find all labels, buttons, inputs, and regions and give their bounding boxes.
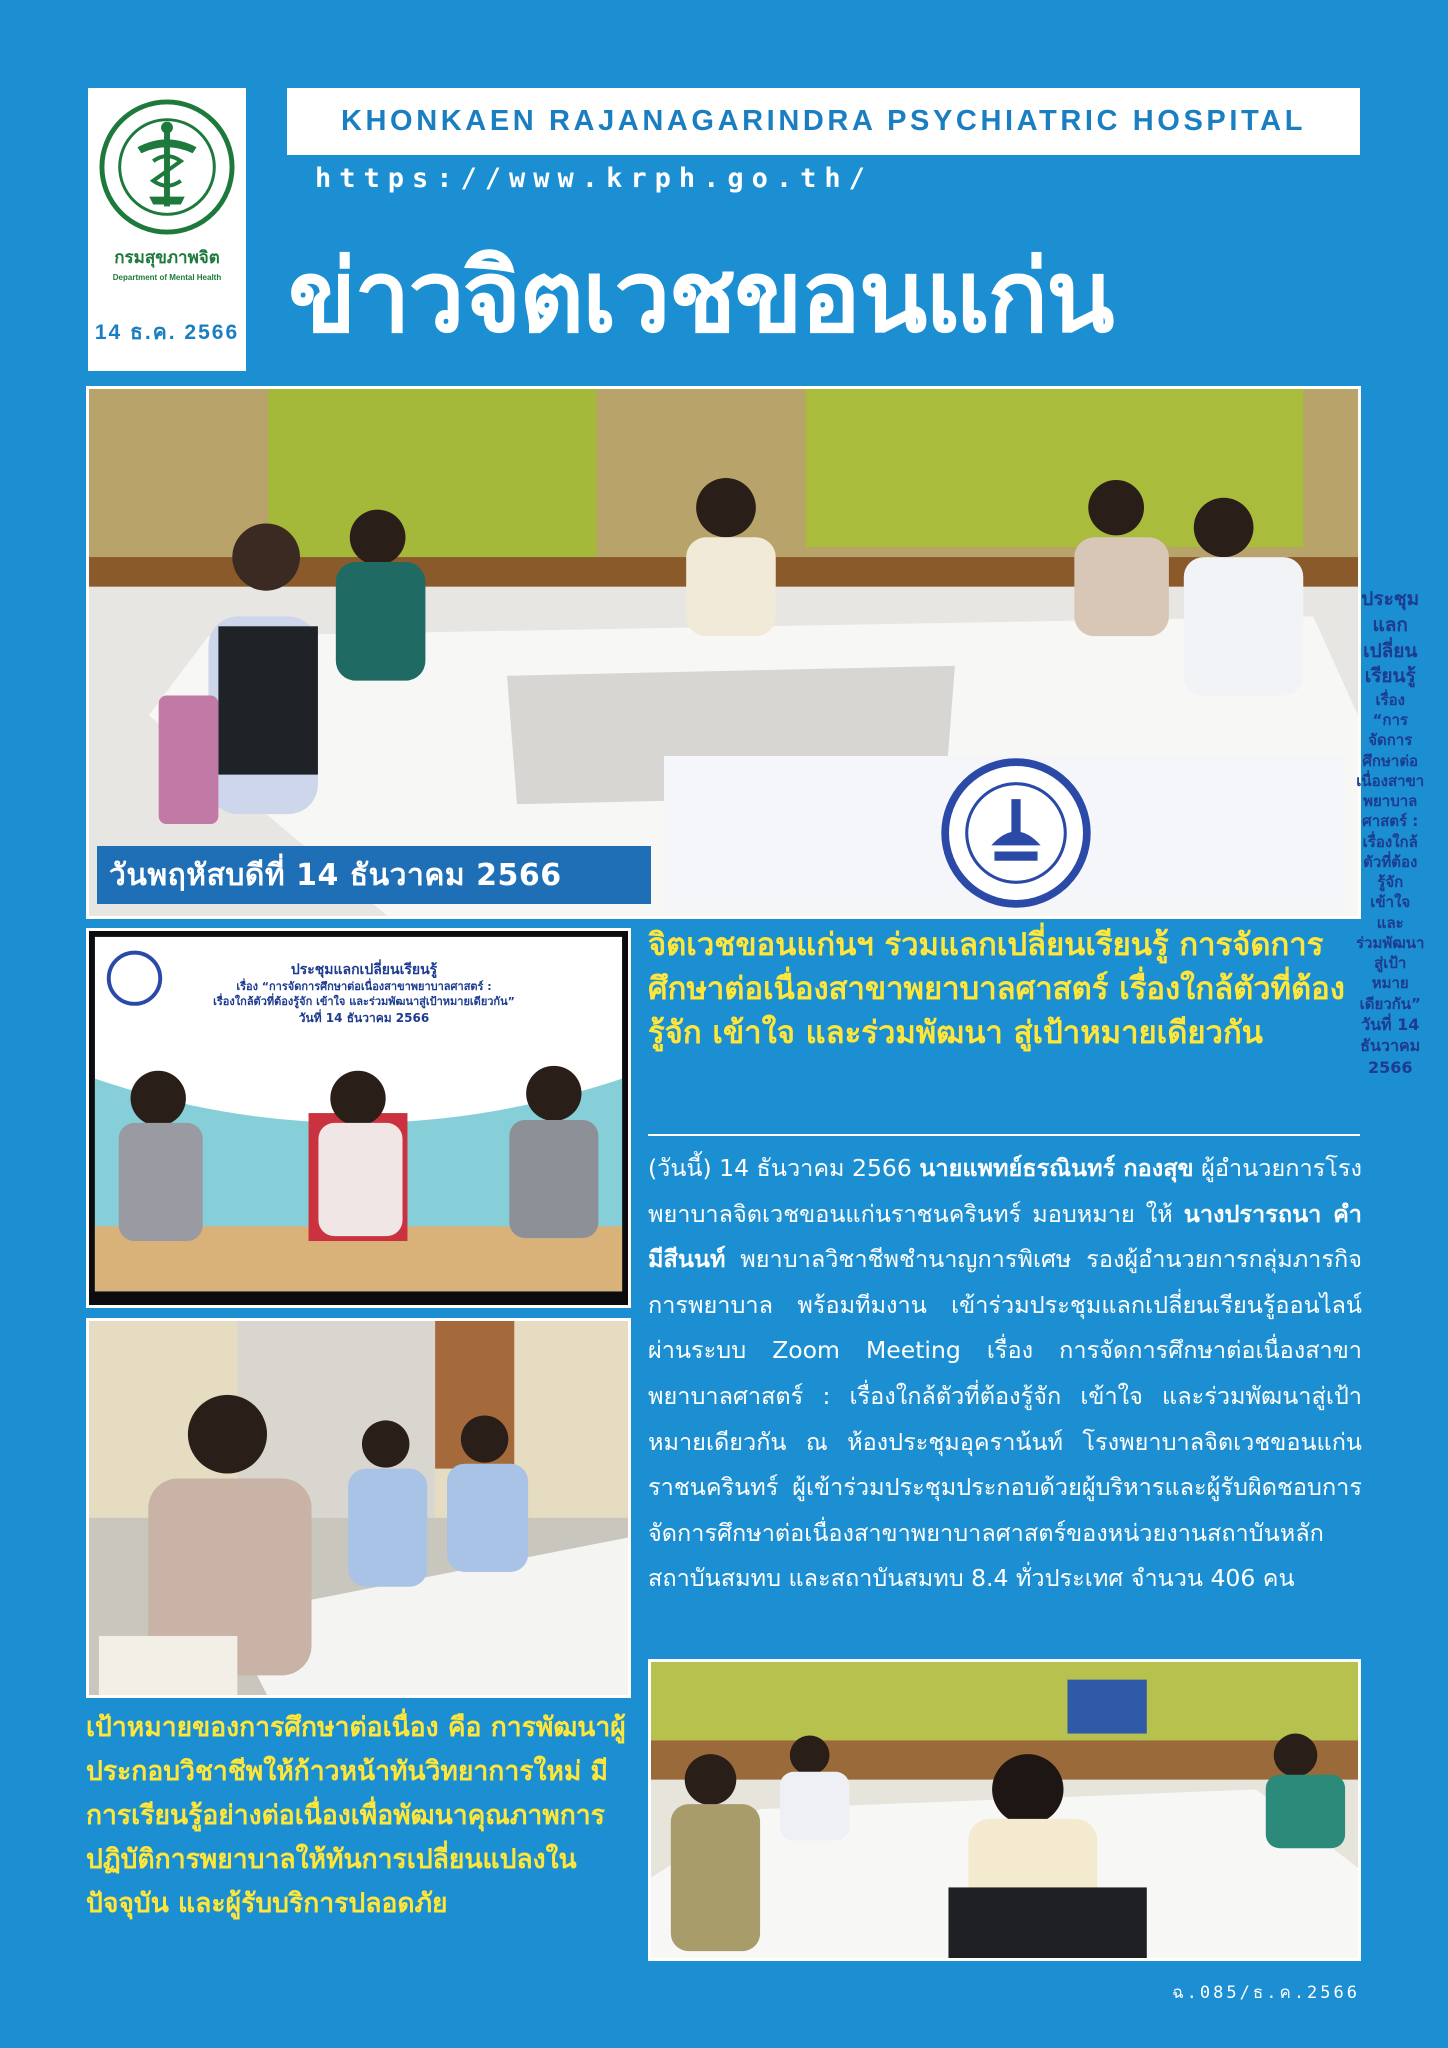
website-url[interactable]: https://www.krph.go.th/ — [315, 163, 873, 194]
participants-photo — [86, 1318, 631, 1698]
hospital-name: KHONKAEN RAJANAGARINDRA PSYCHIATRIC HOSPITAL — [340, 105, 1307, 137]
article-body — [648, 1146, 1362, 1602]
conference-room-illustration — [651, 1662, 1358, 1958]
headline-divider — [648, 1134, 1360, 1136]
department-name-th: กรมสุขภาพจิต — [114, 248, 220, 268]
ministry-logo-panel — [88, 88, 246, 371]
department-name-en: Department of Mental Health — [112, 273, 222, 282]
zoom-slide-text — [149, 961, 579, 1026]
director-name: นายแพทย์ธรณินทร์ กองสุข — [919, 1154, 1194, 1182]
goal-pullquote: เป้าหมายของการศึกษาต่อเนื่อง คือ การพัฒนาผู้ประกอบวิชาชีพให้ก้าวหน้าทันวิทยาการใหม่ มีการเรียนรู้อย่างต่อเนื่องเพื่อพัฒนาคุณภาพการปฏิบัติการพยาบาลให้ทันการเปลี่ยนแปลงในปัจจุบัน และผู้รับบริการปลอดภัย — [86, 1712, 626, 1919]
body-part-3: พยาบาลวิชาชีพชำนาญการพิเศษ รองผู้อำนวยการกลุ่มภารกิจการพยาบาล พร้อมทีมงาน เข้าร่วมประชุมแลกเปลี่ยนเรียนรู้ออนไลน์ ผ่านระบบ Zoom Meeting เรื่อง การจัดการศึกษาต่อเนื่องสาขาพยาบาลศาสตร์ : เรื่องใกล้ตัวที่ต้องรู้จัก เข้าใจ และร่วมพัฒนาสู่เป้าหมายเดียวกัน ณ ห้องประชุมอุคราน้นท์ โรงพยาบาลจิตเวชขอนแก่นราชนครินทร์ ผู้เข้าร่วมประชุมประกอบด้วยผู้บริหารและผู้รับผิดชอบการจัดการศึกษาต่อเนื่องสาขาพยาบาลศาสตร์ของหน่วยงานสถาบันหลัก สถาบันสมทบ และสถาบันสมทบ 8.4 ทั่วประเทศ จำนวน 406 คน — [648, 1245, 1362, 1593]
masthead-title: ข่าวจิตเวชขอนแก่น — [288, 238, 1113, 355]
nurse-name: นางปรารถนา คำมีสีนนท์ — [648, 1199, 1362, 1274]
nursing-council-seal-icon — [676, 756, 1356, 910]
slide-date: วันที่ 14 ธันวาคม 2566 — [1360, 1014, 1421, 1078]
body-intro: (วันนี้) 14 ธันวาคม 2566 — [648, 1154, 920, 1182]
conference-room-photo — [648, 1659, 1361, 1961]
ministry-seal-icon — [98, 98, 236, 236]
zoom-slide-subject-line1: เรื่อง “การจัดการศึกษาต่อเนื่องสาขาพยาบาลศาสตร์ : — [236, 979, 492, 993]
hospital-name-bar — [287, 88, 1360, 155]
zoom-slide-date: วันที่ 14 ธันวาคม 2566 — [298, 1010, 430, 1025]
zoom-slide-title: ประชุมแลกเปลี่ยนเรียนรู้ — [290, 962, 438, 978]
article-headline: จิตเวชขอนแก่นฯ ร่วมแลกเปลี่ยนเรียนรู้ การจัดการศึกษาต่อเนื่องสาขาพยาบาลศาสตร์ เรื่องใกล้ตัวที่ต้องรู้จัก เข้าใจ และร่วมพัฒนา สู่เป้าหมายเดียวกัน — [648, 927, 1345, 1051]
zoom-slide-subject-line2: เรื่องใกล้ตัวที่ต้องรู้จัก เข้าใจ และร่วมพัฒนาสู่เป้าหมายเดียวกัน” — [213, 994, 515, 1008]
meeting-date-caption: วันพฤหัสบดีที่ 14 ธันวาคม 2566 — [97, 846, 651, 904]
slide-subject-line1: เรื่อง “การจัดการศึกษาต่อเนื่องสาขาพยาบาลศาสตร์ : — [1356, 690, 1425, 831]
zoom-meeting-photo — [86, 928, 631, 1308]
slide-subject-line2: เรื่องใกล้ตัวที่ต้องรู้จัก เข้าใจ และร่วมพัฒนาสู่เป้าหมายเดียวกัน” — [1356, 832, 1425, 1013]
body-part-2: ผู้อำนวยการโรงพยาบาลจิตเวชขอนแก่นราชนครินทร์ มอบหมาย ให้ — [648, 1154, 1362, 1228]
slide-title: ประชุมแลกเปลี่ยนเรียนรู้ — [1361, 588, 1420, 688]
document-reference-code: ฉ.085/ธ.ค.2566 — [1172, 1983, 1360, 2003]
issue-date: 14 ธ.ค. 2566 — [94, 321, 240, 344]
participants-illustration — [89, 1321, 628, 1695]
